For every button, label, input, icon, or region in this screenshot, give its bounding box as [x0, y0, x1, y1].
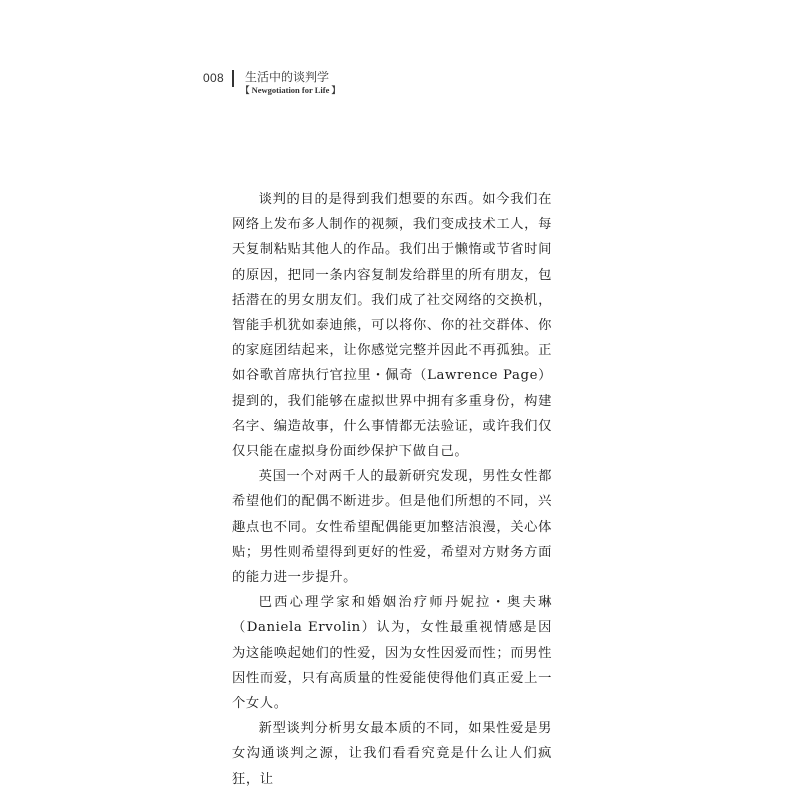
- paragraph: 谈判的目的是得到我们想要的东西。如今我们在网络上发布多人制作的视频，我们变成技术工人，每天复制粘贴其他人的作品。我们出于懒惰或节省时间的原因，把同一条内容复制发给群里的所有朋友，包括潜在的男女朋友们。我们成了社交网络的交换机，智能手机犹如泰迪熊，可以将你、你的社交群体、你的家庭团结起来，让你感觉完整并因此不再孤独。正如谷歌首席执行官拉里・佩奇（Lawrence Page）提到的，我们能够在虚拟世界中拥有多重身份，构建名字、编造故事，什么事情都无法验证，或许我们仅仅只能在虚拟身份面纱保护下做自己。: [232, 192, 552, 460]
- paragraph: 新型谈判分析男女最本质的不同，如果性爱是男女沟通谈判之源，让我们看看究竟是什么让人们疯狂，让: [232, 721, 552, 787]
- body-text: [232, 187, 552, 792]
- paragraph: 巴西心理学家和婚姻治疗师丹妮拉・奥夫琳（Daniela Ervolin）认为，女性最重视情感是因为这能唤起她们的性爱，因为女性因爱而性；而男性因性而爱，只有高质量的性爱能使得他们真正爱上一个女人。: [232, 595, 552, 712]
- page-number: 008: [203, 71, 224, 85]
- book-subtitle: 【 Newgotiation for Life 】: [241, 85, 340, 95]
- book-title: 生活中的谈判学: [245, 70, 330, 84]
- paragraph: 英国一个对两千人的最新研究发现，男性女性都希望他们的配偶不断进步。但是他们所想的不同，兴趣点也不同。女性希望配偶能更加整洁浪漫，关心体贴；男性则希望得到更好的性爱，希望对方财务方面的能力进一步提升。: [232, 469, 552, 586]
- header-divider: [232, 70, 234, 87]
